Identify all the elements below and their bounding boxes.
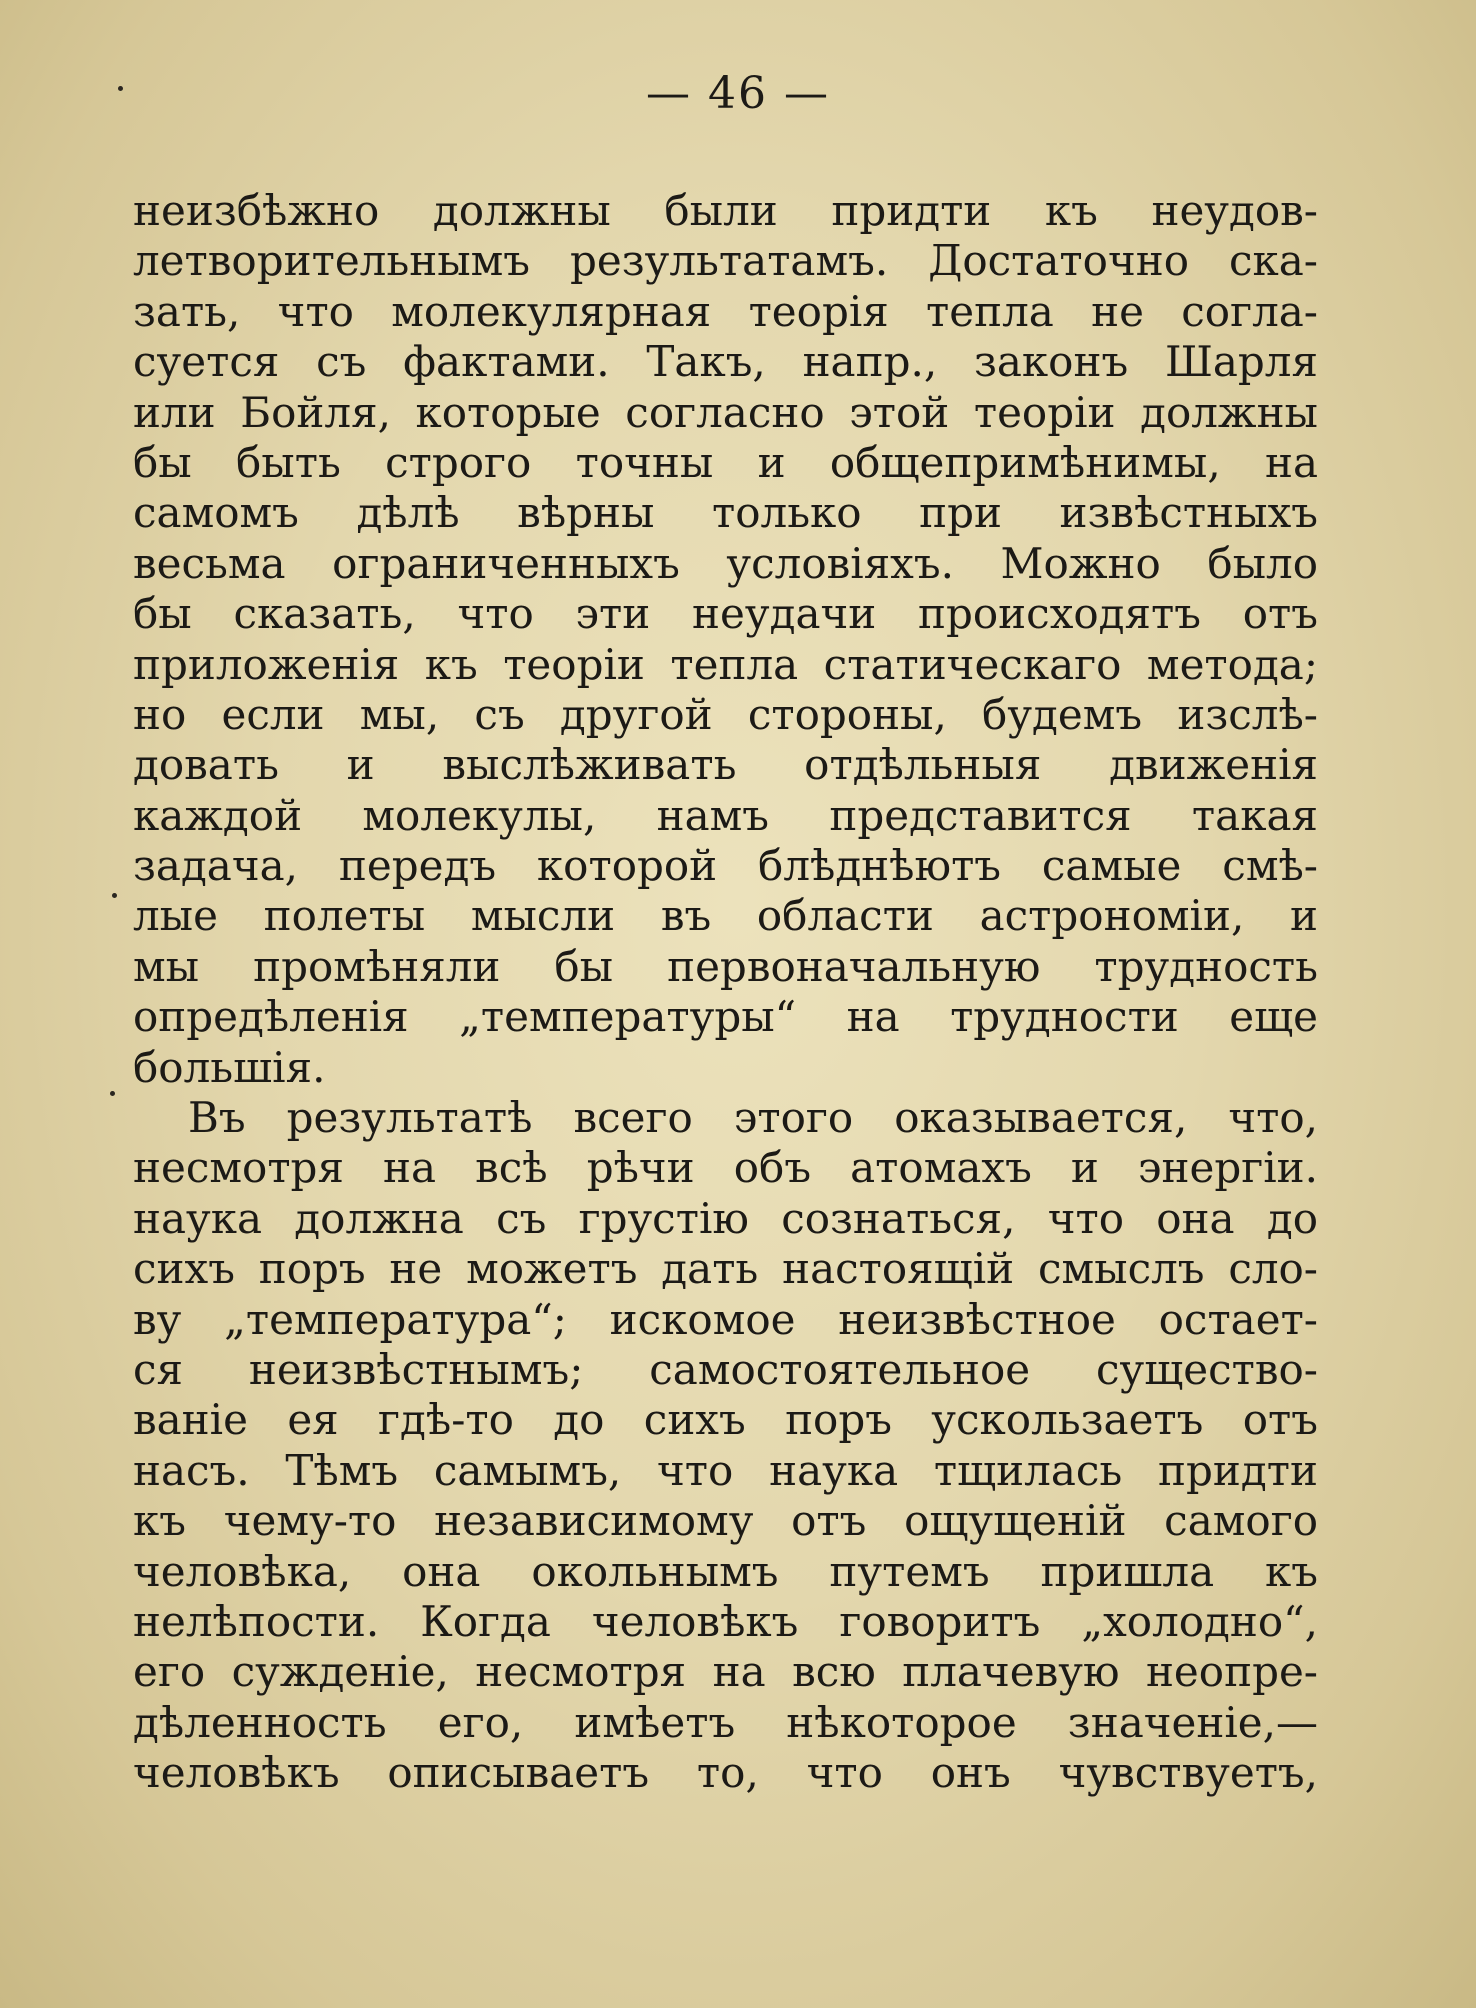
text-line: насъ. Тѣмъ самымъ, что наука тщилась придти — [133, 1445, 1318, 1495]
page-number: — 46 — — [646, 68, 830, 119]
text-line: нелѣпости. Когда человѣкъ говоритъ „холодно“, — [133, 1596, 1318, 1646]
text-line: дѣленность его, имѣетъ нѣкоторое значеніе,— — [133, 1697, 1318, 1747]
text-line: сихъ поръ не можетъ дать настоящій смыслъ сло- — [133, 1244, 1318, 1294]
text-line: ву „температура“; искомое неизвѣстное остает- — [133, 1294, 1318, 1344]
text-line: ся неизвѣстнымъ; самостоятельное существо- — [133, 1344, 1318, 1394]
text-line: неизбѣжно должны были придти къ неудов- — [133, 186, 1318, 235]
text-line: мы промѣняли бы первоначальную трудность — [133, 941, 1318, 991]
text-line: человѣка, она окольнымъ путемъ пришла къ — [133, 1546, 1318, 1596]
paper-speck — [112, 893, 117, 898]
text-line: зать, что молекулярная теорія тепла не согла- — [133, 286, 1318, 336]
text-line: его сужденіе, несмотря на всю плачевую неопре- — [133, 1647, 1318, 1697]
text-line: наука должна съ грустію сознаться, что она до — [133, 1193, 1318, 1243]
text-line: человѣкъ описываетъ то, что онъ чувствуетъ, — [133, 1748, 1318, 1798]
text-line: бы быть строго точны и общепримѣнимы, на — [133, 437, 1318, 487]
paragraph-1 — [133, 186, 1318, 1093]
paper-speck — [110, 1091, 115, 1096]
text-line: лые полеты мысли въ области астрономіи, и — [133, 891, 1318, 941]
text-line: приложенія къ теоріи тепла статическаго метода; — [133, 639, 1318, 689]
text-line: самомъ дѣлѣ вѣрны только при извѣстныхъ — [133, 488, 1318, 538]
text-line: задача, передъ которой блѣднѣютъ самые смѣ- — [133, 841, 1318, 891]
text-line: бы сказать, что эти неудачи происходятъ отъ — [133, 589, 1318, 639]
text-line: большія. — [133, 1042, 326, 1092]
text-line: суется съ фактами. Такъ, напр., законъ Шарля — [133, 337, 1318, 387]
text-line: или Бойля, которые согласно этой теоріи должны — [133, 387, 1318, 437]
text-line: опредѣленія „температуры“ на трудности еще — [133, 992, 1318, 1042]
text-line: къ чему-то независимому отъ ощущеній самого — [133, 1496, 1318, 1546]
text-line: каждой молекулы, намъ представится такая — [133, 790, 1318, 840]
paper-speck — [118, 86, 123, 91]
text-line: но если мы, съ другой стороны, будемъ изслѣ- — [133, 689, 1318, 739]
text-block — [133, 186, 1318, 1799]
text-line: довать и выслѣживать отдѣльныя движенія — [133, 740, 1318, 790]
text-line: весьма ограниченныхъ условіяхъ. Можно было — [133, 538, 1318, 588]
text-line: Въ результатѣ всего этого оказывается, что, — [188, 1093, 1318, 1143]
text-line: ваніе ея гдѣ-то до сихъ поръ ускользаетъ отъ — [133, 1395, 1318, 1445]
text-line: несмотря на всѣ рѣчи объ атомахъ и энергіи. — [133, 1143, 1318, 1193]
paragraph-2 — [133, 1093, 1318, 1798]
text-line: летворительнымъ результатамъ. Достаточно ска- — [133, 236, 1318, 286]
